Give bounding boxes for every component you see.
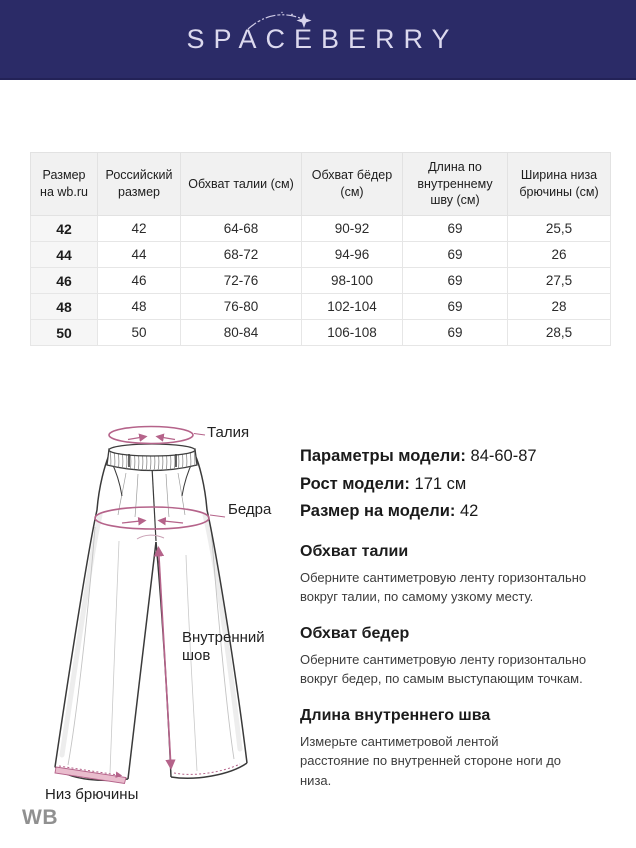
- model-height-line: [300, 471, 612, 499]
- guide-section-waist: [300, 543, 612, 607]
- table-row: [31, 242, 611, 268]
- cell-waist: 68-72: [181, 242, 302, 268]
- cell-waist: 76-80: [181, 294, 302, 320]
- cell-wb-size: 48: [31, 294, 98, 320]
- cell-inseam: 69: [403, 242, 508, 268]
- model-size-line: [300, 498, 612, 526]
- table-row: [31, 320, 611, 346]
- cell-waist: 64-68: [181, 216, 302, 242]
- model-height-label: Рост модели:: [300, 474, 410, 493]
- cell-leg-width: 28,5: [508, 320, 611, 346]
- diagram-label-waist: Талия: [207, 424, 250, 441]
- model-size-value: 42: [459, 502, 479, 520]
- cell-waist: 72-76: [181, 268, 302, 294]
- guide-section-inseam: [300, 707, 612, 791]
- cell-hips: 90-92: [302, 216, 403, 242]
- table-row: [31, 294, 611, 320]
- size-table-header: [31, 153, 611, 216]
- cell-inseam: 69: [403, 320, 508, 346]
- col-header-ru-size: Российский размер: [98, 153, 181, 216]
- pants-diagram: [25, 415, 295, 835]
- cell-wb-size: 50: [31, 320, 98, 346]
- cell-wb-size: 46: [31, 268, 98, 294]
- cell-leg-width: 25,5: [508, 216, 611, 242]
- col-header-waist: Обхват талии (см): [181, 153, 302, 216]
- cell-hips: 102-104: [302, 294, 403, 320]
- cell-waist: 80-84: [181, 320, 302, 346]
- brand-logo: SPACEBERRY: [186, 24, 459, 54]
- diagram-label-leg-bottom: Низ брючины: [45, 786, 139, 803]
- cell-hips: 94-96: [302, 242, 403, 268]
- col-header-wb-size: Размер на wb.ru: [31, 153, 98, 216]
- col-header-inseam: Длина по внутреннему шву (см): [403, 153, 508, 216]
- measurement-info: [300, 443, 612, 790]
- wb-watermark: WB: [22, 806, 58, 829]
- model-params-line: [300, 443, 612, 471]
- cell-inseam: 69: [403, 268, 508, 294]
- guide-title-waist: Обхват талии: [300, 542, 409, 560]
- model-height-value: 171 см: [414, 474, 467, 493]
- cell-hips: 98-100: [302, 268, 403, 294]
- cell-leg-width: 28: [508, 294, 611, 320]
- col-header-hips: Обхват бёдер (см): [302, 153, 403, 216]
- guide-title-hips: Обхват бедер: [300, 624, 410, 642]
- model-size-label: Размер на модели:: [300, 502, 456, 520]
- cell-inseam: 69: [403, 216, 508, 242]
- cell-ru-size: 44: [98, 242, 181, 268]
- cell-ru-size: 50: [98, 320, 181, 346]
- cell-leg-width: 27,5: [508, 268, 611, 294]
- brand-header: [0, 0, 636, 80]
- guide-section-hips: [300, 625, 612, 689]
- model-params-value: 84-60-87: [470, 447, 537, 465]
- col-header-leg-width: Ширина низа брючины (см): [508, 153, 611, 216]
- guide-title-inseam: Длина внутреннего шва: [300, 706, 491, 724]
- cell-ru-size: 42: [98, 216, 181, 242]
- pants-diagram-area: [25, 415, 295, 835]
- table-row: [31, 216, 611, 242]
- cell-leg-width: 26: [508, 242, 611, 268]
- diagram-label-hips: Бедра: [228, 501, 272, 518]
- diagram-label-inner-seam: Внутренний шов: [182, 629, 265, 664]
- cell-wb-size: 44: [31, 242, 98, 268]
- guide-text-waist: Оберните сантиметровую ленту горизонтально вокруг талии, по самому узкому месту.: [300, 569, 587, 604]
- cell-inseam: 69: [403, 294, 508, 320]
- cell-wb-size: 42: [31, 216, 98, 242]
- size-table: [30, 152, 611, 346]
- cell-ru-size: 48: [98, 294, 181, 320]
- guide-text-hips: Оберните сантиметровую ленту горизонтально вокруг бедер, по самым выступающим точкам.: [300, 651, 587, 686]
- guide-text-inseam: Измерьте сантиметровой лентой расстояние по внутренней стороне ноги до низа.: [300, 733, 562, 788]
- cell-hips: 106-108: [302, 320, 403, 346]
- model-params-label: Параметры модели:: [300, 447, 466, 465]
- table-row: [31, 268, 611, 294]
- cell-ru-size: 46: [98, 268, 181, 294]
